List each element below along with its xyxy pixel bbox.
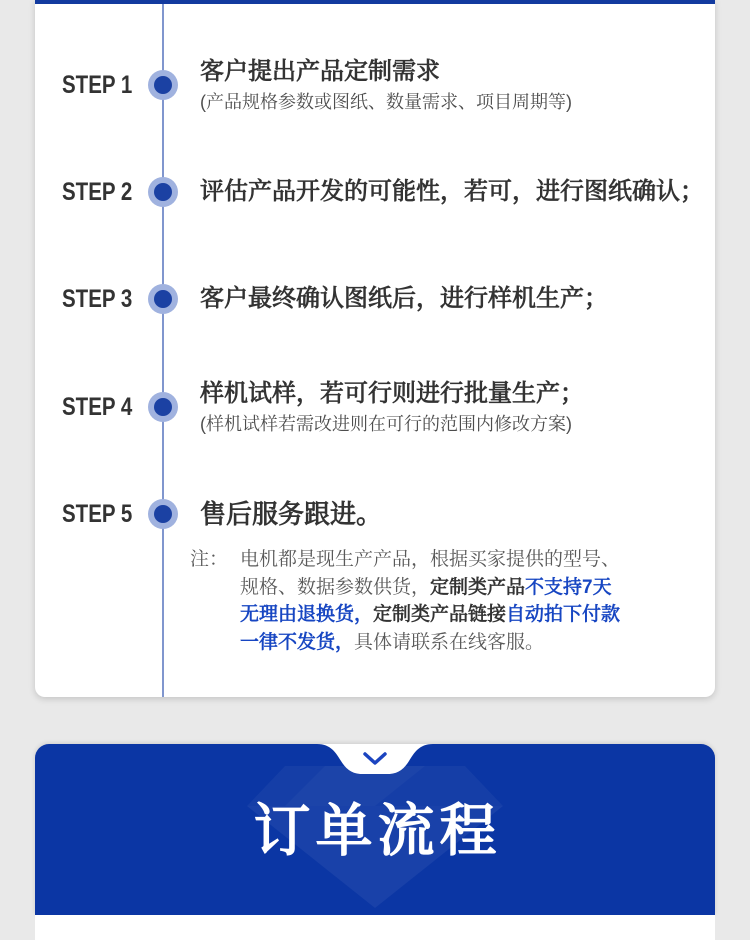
- step-5-content: [200, 498, 701, 531]
- order-process-banner: [35, 744, 715, 915]
- step-5-label: STEP 5: [62, 499, 133, 528]
- timeline-dot: [148, 284, 178, 314]
- timeline-dot-core: [154, 76, 172, 94]
- step-3-title: 客户最终确认图纸后，进行样机生产；: [200, 285, 608, 312]
- timeline-dot: [148, 499, 178, 529]
- note-highlight-segment: 一律不发货，: [240, 631, 355, 653]
- note-line-1: [240, 546, 672, 574]
- process-step-3: [35, 244, 715, 354]
- timeline-dot: [148, 70, 178, 100]
- step-2-title: 评估产品开发的可能性，若可，进行图纸确认；: [200, 178, 704, 205]
- timeline-dot: [148, 177, 178, 207]
- banner-notch: [35, 744, 715, 778]
- step-2-label: STEP 2: [62, 177, 133, 206]
- note-prefix: 注：: [190, 549, 229, 570]
- note-line-2: [240, 574, 672, 602]
- note-highlight-segment: 不支持7天: [525, 576, 612, 598]
- step-4-label: STEP 4: [62, 392, 133, 421]
- step-1-subtitle: (产品规格参数或图纸、数量需求、项目周期等): [200, 91, 572, 112]
- note-bold-segment: 定制类产品链接: [373, 604, 507, 625]
- timeline-dot-core: [154, 183, 172, 201]
- note-text-segment: 电机都是现生产产品，根据买家提供的型号、: [240, 549, 621, 570]
- customization-note: [190, 546, 701, 656]
- timeline-dot-core: [154, 398, 172, 416]
- step-4-content: [200, 379, 701, 436]
- customization-process-card: [35, 0, 715, 697]
- step-4-title: 样机试样，若可行则进行批量生产；: [200, 379, 584, 407]
- process-step-1: [35, 30, 715, 140]
- process-step-2: [35, 137, 715, 247]
- note-text-segment: 具体请联系在线客服。: [354, 631, 545, 653]
- note-highlight-segment: 自动拍下付款: [506, 604, 621, 625]
- step-1-content: [200, 57, 701, 114]
- step-1-title: 客户提出产品定制需求: [200, 57, 440, 85]
- step-5-title: 售后服务跟进。: [200, 498, 383, 529]
- step-1-label: STEP 1: [62, 70, 133, 99]
- order-banner-title: 订单流程: [253, 799, 502, 863]
- note-highlight-segment: 无理由退换货，: [240, 604, 374, 625]
- step-3-content: [200, 284, 701, 314]
- step-2-content: [200, 177, 704, 207]
- step-3-label: STEP 3: [62, 284, 133, 313]
- note-line-3: [240, 601, 672, 629]
- section-divider-bar: [35, 0, 715, 4]
- note-text-segment: 规格、数据参数供货，: [240, 576, 431, 598]
- timeline-dot: [148, 392, 178, 422]
- step-4-subtitle: (样机试样若需改进则在可行的范围内修改方案): [200, 413, 572, 434]
- next-section-background: [35, 915, 715, 940]
- note-text: [240, 546, 672, 656]
- timeline-dot-core: [154, 505, 172, 523]
- timeline-dot-core: [154, 290, 172, 308]
- note-line-4: [240, 629, 672, 657]
- note-bold-segment: 定制类产品: [430, 576, 526, 598]
- process-step-4: [35, 352, 715, 462]
